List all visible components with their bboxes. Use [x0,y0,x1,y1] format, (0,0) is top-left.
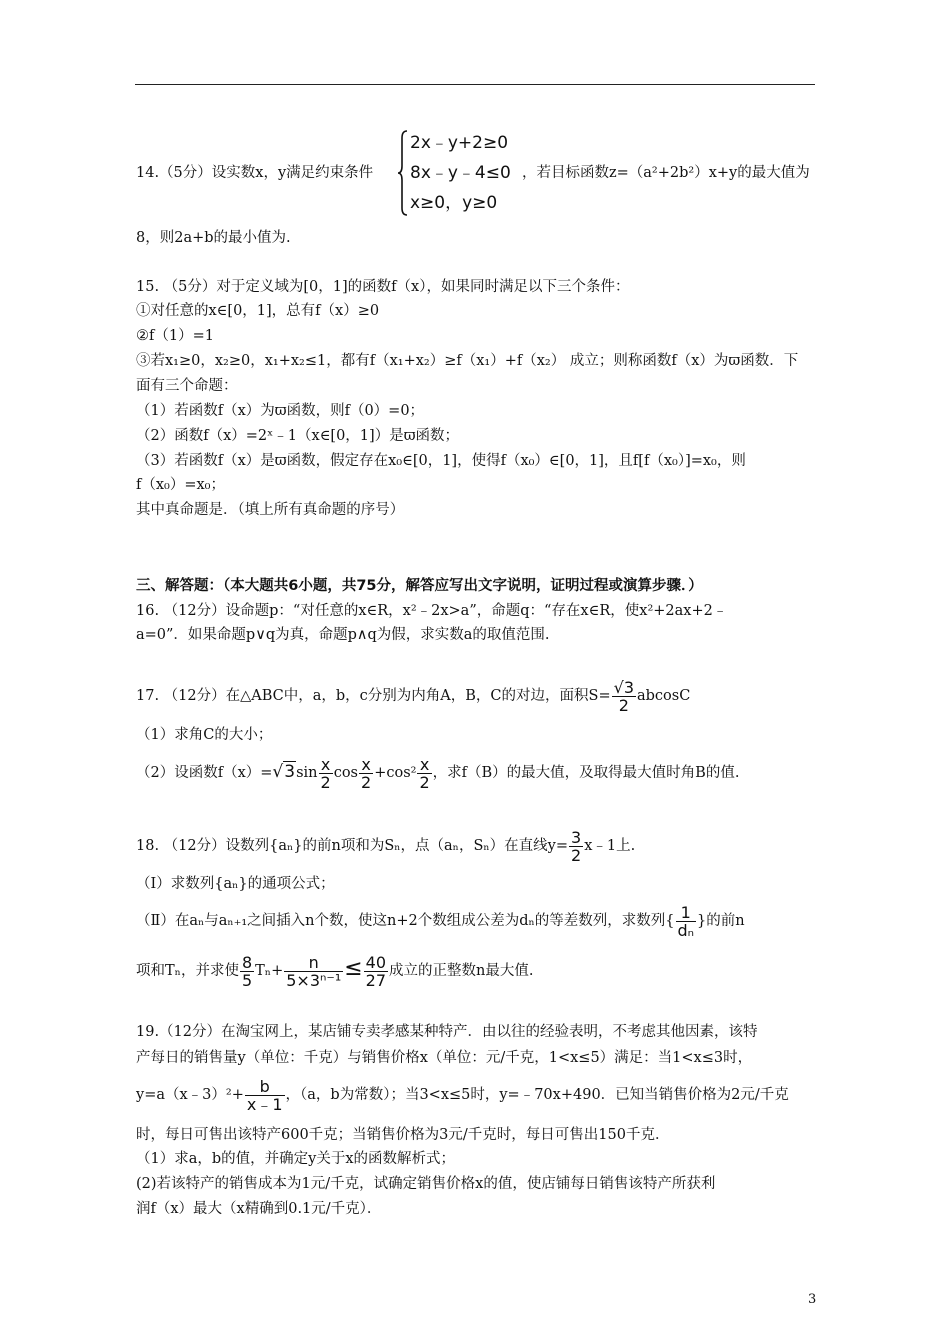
q19-line7: 润f（x）最大（x精确到0.1元/千克）． [136,1201,382,1217]
q16-line2: a=0”．如果命题p∨q为真，命题p∧q为假，求实数a的取值范围. [136,627,550,643]
q19-line4: 时，每日可售出该特产600千克；当销售价格为3元/千克时，每日可售出150千克． [136,1127,670,1143]
q15-line9: f（x₀）=x₀； [136,477,225,493]
q18-line4: 项和Tₙ，并求使 $\frac{8}{5}$ Tₙ+ $\frac{n}{\text{5×3ⁿ⁻¹}}$ ≤ $\frac{40}{27}$ 成立的正整数n最大值. [136,952,534,990]
q14-suffix: ，若目标函数z=（a²+2b²）x+y的最大值为 [522,165,810,181]
x-over-2-c: $\frac{x}{2}$ [419,754,430,792]
q19-line6: (2)若该特产的销售成本为1元/千克，试确定销售价格x的值，使店铺每日销售该特产所获利 [136,1176,716,1192]
three-halves: $\frac{3}{2}$ [571,827,582,865]
q17-line1: 17. （12分）在△ABC中，a，b，c分别为内角A，B，C的对边，面积S= $\frac{√3}{2}$ abcosC [136,677,691,715]
q14-line2: 8，则2a+b的最小值为. [136,230,291,246]
q15-line6: （1）若函数f（x）为ϖ函数，则f（0）=0； [136,403,425,419]
q16-line1: 16. （12分）设命题p：“对任意的x∈R，x²﹣2x>a”，命题q：“存在x∈R，使x²+2ax+2﹣ [136,603,728,619]
x-over-2-a: $\frac{x}{2}$ [320,754,331,792]
q15-line4: ③若x₁≥0，x₂≥0，x₁+x₂≤1，都有f（x₁+x₂）≥f（x₁）+f（x₂） 成立；则称函数f（x）为ϖ函数．下 [136,353,799,369]
q15-line2: ①对任意的x∈[0，1]，总有f（x）≥0 [136,303,380,319]
brace-icon [398,130,408,216]
q17-line2: （1）求角C的大小； [136,727,273,743]
n-over-5x3: $\frac{n}{\text{5×3ⁿ⁻¹}}$ [286,952,342,990]
q14-line1: 14.（5分）设实数x，y满足约束条件 [136,165,374,181]
constraint-1: 2x﹣y+2≥0 [410,133,509,153]
forty-over-27: $\frac{40}{27}$ [365,952,387,990]
q15-line5: 面有三个命题： [136,378,238,394]
q18-line3: （Ⅱ）在aₙ与aₙ₊₁之间插入n个数，使这n+2个数组成公差为dₙ的等差数列，求数列{ $\frac{1}{\text{dₙ}}$ }的前n [136,902,745,940]
page-number: 3 [808,1292,817,1307]
q15-line1: 15. （5分）对于定义域为[0，1]的函数f（x），如果同时满足以下三个条件： [136,279,630,295]
q19-line5: （1）求a，b的值，并确定y关于x的函数解析式； [136,1151,456,1167]
section-heading: 三、解答题：（本大题共6小题，共75分，解答应写出文字说明，证明过程或演算步骤．） [136,578,703,594]
q19-line1: 19.（12分）在淘宝网上，某店铺专卖孝感某种特产．由以往的经验表明，不考虑其他因素，该特 [136,1024,758,1040]
constraint-3: x≥0，y≥0 [410,193,498,213]
constraint-system [410,128,511,218]
header-rule [135,84,815,85]
q15-line3: ②f（1）=1 [136,328,214,344]
area-fraction: $\frac{√3}{2}$ [613,677,634,715]
q19-line2: 产每日的销售量y（单位：千克）与销售价格x（单位：元/千克，1<x≤5）满足：当1<x≤3时， [136,1050,753,1066]
constraint-2: 8x﹣y﹣4≤0 [410,163,511,183]
q15-line8: （3）若函数f（x）是ϖ函数，假定存在x₀∈[0，1]，使得f（x₀）∈[0，1]，且f[f（x₀）]=x₀，则 [136,453,746,469]
b-over-x-minus-1: $\frac{b}{x﹣1}$ [246,1076,283,1114]
eight-fifths: $\frac{8}{5}$ [241,952,253,990]
q15-line10: 其中真命题是．（填上所有真命题的序号） [136,502,405,518]
q15-line7: （2）函数f（x）=2ˣ﹣1（x∈[0，1]）是ϖ函数； [136,428,460,444]
sqrt-symbol: √3 [272,762,296,782]
q19-line3: y=a（x﹣3）²+ $\frac{b}{x﹣1}$ ，（a，b为常数）；当3<x≤5时，y=﹣70x+490．已知当销售价格为2元/千克 [136,1076,789,1114]
x-over-2-b: $\frac{x}{2}$ [361,754,372,792]
q18-line2: （Ⅰ）求数列{aₙ}的通项公式； [136,876,335,892]
q17-line3: （2）设函数f（x）=√3sin $\frac{x}{2}$ cos $\frac{x}{2}$ +cos² $\frac{x}{2}$ ，求f（B）的最大值，及取得最大值时角B的值. [136,754,740,792]
one-over-dn: $\frac{1}{\text{dₙ}}$ [677,902,695,940]
q18-line1: 18. （12分）设数列{aₙ}的前n项和为Sₙ，点（aₙ，Sₙ）在直线y= $\frac{3}{2}$ x﹣1上. [136,827,636,865]
